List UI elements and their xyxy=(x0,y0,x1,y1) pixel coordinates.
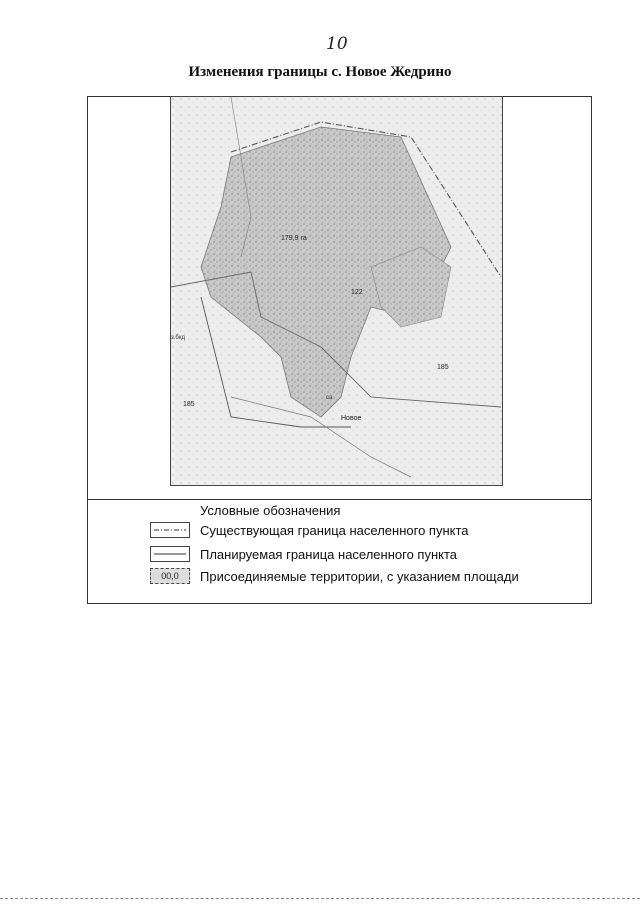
legend-label: Присоединяемые территории, с указанием площади xyxy=(200,569,519,584)
map-edge-label: з.бкд xyxy=(171,335,185,341)
existing-boundary-swatch xyxy=(150,522,190,538)
map-image xyxy=(170,96,503,486)
map-area-label: 179,9 га xyxy=(281,235,307,242)
map-settlement-label: Новое xyxy=(341,415,362,422)
frame-divider xyxy=(87,499,592,500)
legend-label: Планируемая граница населенного пункта xyxy=(200,547,458,562)
map-number-label: 122 xyxy=(351,289,363,296)
planned-boundary-swatch xyxy=(150,546,190,562)
map-fragment-label: са xyxy=(326,395,333,401)
map-number-label: 185 xyxy=(437,364,449,371)
footer-scan-line xyxy=(0,898,640,899)
legend-title: Условные обозначения xyxy=(200,503,341,518)
map-svg xyxy=(171,97,503,486)
annexed-territory-swatch: 00,0 xyxy=(150,568,190,584)
legend-label: Существующая граница населенного пункта xyxy=(200,523,469,538)
page-title: Изменения границы с. Новое Жедрино xyxy=(188,64,452,80)
map-number-label: 185 xyxy=(183,401,195,408)
page-number: 10 xyxy=(326,34,348,54)
